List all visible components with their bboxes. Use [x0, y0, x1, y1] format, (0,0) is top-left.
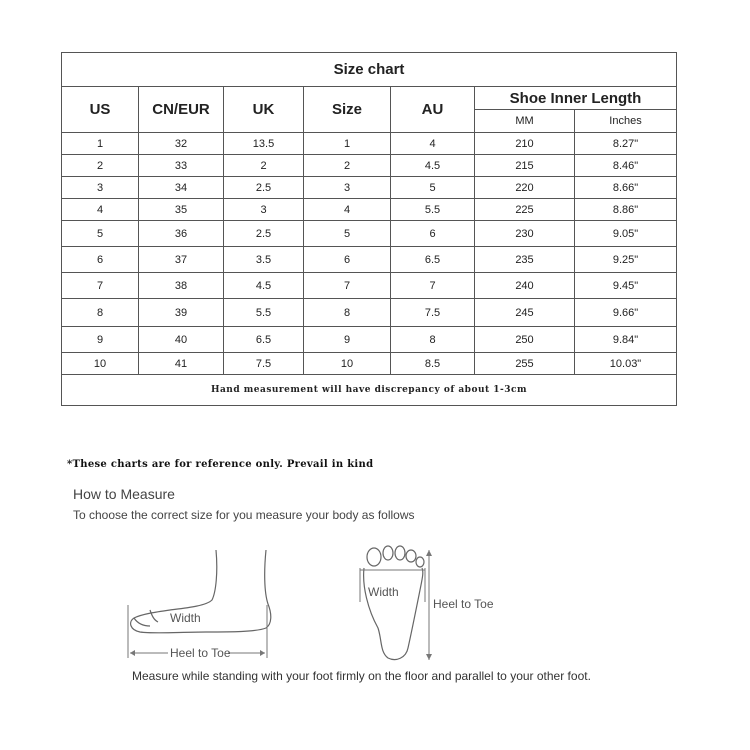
- cell-us: 9: [62, 327, 139, 353]
- table-row: [62, 353, 677, 375]
- top-width-label: Width: [368, 585, 399, 599]
- cell-us: 1: [62, 133, 139, 155]
- cell-au: 5.5: [391, 199, 475, 221]
- measurement-footnote: Hand measurement will have discrepancy of about 1-3cm: [62, 375, 677, 406]
- table-row: [62, 247, 677, 273]
- cell-uk: 2.5: [224, 177, 304, 199]
- cell-au: 6: [391, 221, 475, 247]
- cell-cn-eur: 32: [139, 133, 224, 155]
- table-row: [62, 273, 677, 299]
- cell-uk: 5.5: [224, 299, 304, 327]
- size-chart-table: [61, 52, 677, 406]
- top-foot-illustration: [364, 546, 424, 660]
- cell-us: 6: [62, 247, 139, 273]
- cell-mm: 210: [475, 133, 575, 155]
- cell-inches: 9.84": [575, 327, 677, 353]
- cell-au: 5: [391, 177, 475, 199]
- cell-inches: 8.27": [575, 133, 677, 155]
- how-to-measure-subtitle: To choose the correct size for you measure your body as follows: [73, 508, 415, 522]
- cell-mm: 240: [475, 273, 575, 299]
- cell-size: 5: [304, 221, 391, 247]
- cell-cn-eur: 41: [139, 353, 224, 375]
- table-row: [62, 155, 677, 177]
- cell-cn-eur: 35: [139, 199, 224, 221]
- cell-size: 6: [304, 247, 391, 273]
- cell-mm: 215: [475, 155, 575, 177]
- cell-inches: 9.45": [575, 273, 677, 299]
- cell-mm: 255: [475, 353, 575, 375]
- cell-inches: 8.66": [575, 177, 677, 199]
- how-to-measure-title: How to Measure: [73, 486, 175, 502]
- cell-us: 10: [62, 353, 139, 375]
- reference-note: *These charts are for reference only. Prevail in kind: [67, 459, 374, 470]
- cell-uk: 3.5: [224, 247, 304, 273]
- cell-uk: 6.5: [224, 327, 304, 353]
- cell-inches: 9.66": [575, 299, 677, 327]
- cell-cn-eur: 39: [139, 299, 224, 327]
- header-cn-eur: CN/EUR: [139, 87, 224, 133]
- cell-au: 7: [391, 273, 475, 299]
- table-row: [62, 133, 677, 155]
- cell-au: 8: [391, 327, 475, 353]
- table-row: [62, 199, 677, 221]
- cell-cn-eur: 40: [139, 327, 224, 353]
- cell-size: 3: [304, 177, 391, 199]
- size-chart-title: Size chart: [62, 53, 677, 87]
- table-row: [62, 327, 677, 353]
- cell-size: 10: [304, 353, 391, 375]
- cell-cn-eur: 38: [139, 273, 224, 299]
- header-shoe-inner-length: Shoe Inner Length: [475, 87, 677, 110]
- cell-size: 8: [304, 299, 391, 327]
- cell-uk: 7.5: [224, 353, 304, 375]
- cell-cn-eur: 34: [139, 177, 224, 199]
- cell-us: 3: [62, 177, 139, 199]
- cell-inches: 10.03": [575, 353, 677, 375]
- cell-size: 1: [304, 133, 391, 155]
- cell-au: 7.5: [391, 299, 475, 327]
- cell-us: 7: [62, 273, 139, 299]
- header-uk: UK: [224, 87, 304, 133]
- cell-size: 9: [304, 327, 391, 353]
- cell-mm: 245: [475, 299, 575, 327]
- cell-au: 4.5: [391, 155, 475, 177]
- cell-cn-eur: 33: [139, 155, 224, 177]
- cell-uk: 2: [224, 155, 304, 177]
- size-chart-body: [62, 133, 677, 375]
- cell-uk: 13.5: [224, 133, 304, 155]
- cell-mm: 235: [475, 247, 575, 273]
- cell-uk: 4.5: [224, 273, 304, 299]
- cell-mm: 250: [475, 327, 575, 353]
- cell-inches: 8.86": [575, 199, 677, 221]
- table-row: [62, 299, 677, 327]
- cell-inches: 9.25": [575, 247, 677, 273]
- header-us: US: [62, 87, 139, 133]
- cell-mm: 230: [475, 221, 575, 247]
- table-row: [62, 177, 677, 199]
- cell-size: 2: [304, 155, 391, 177]
- header-inches: Inches: [575, 110, 677, 133]
- cell-us: 8: [62, 299, 139, 327]
- table-row: [62, 221, 677, 247]
- header-size: Size: [304, 87, 391, 133]
- measure-instruction: Measure while standing with your foot firmly on the floor and parallel to your other foot.: [132, 669, 591, 683]
- cell-cn-eur: 36: [139, 221, 224, 247]
- side-heel-to-toe-label: Heel to Toe: [170, 646, 231, 660]
- cell-us: 4: [62, 199, 139, 221]
- cell-au: 4: [391, 133, 475, 155]
- cell-us: 2: [62, 155, 139, 177]
- cell-uk: 3: [224, 199, 304, 221]
- cell-size: 4: [304, 199, 391, 221]
- cell-inches: 8.46": [575, 155, 677, 177]
- cell-uk: 2.5: [224, 221, 304, 247]
- cell-mm: 220: [475, 177, 575, 199]
- header-au: AU: [391, 87, 475, 133]
- cell-inches: 9.05": [575, 221, 677, 247]
- cell-us: 5: [62, 221, 139, 247]
- cell-au: 8.5: [391, 353, 475, 375]
- cell-mm: 225: [475, 199, 575, 221]
- foot-measure-diagram: [120, 540, 520, 670]
- side-foot-illustration: [131, 550, 271, 633]
- cell-au: 6.5: [391, 247, 475, 273]
- header-mm: MM: [475, 110, 575, 133]
- cell-size: 7: [304, 273, 391, 299]
- cell-cn-eur: 37: [139, 247, 224, 273]
- top-heel-to-toe-label: Heel to Toe: [433, 597, 494, 611]
- side-width-label: Width: [170, 611, 201, 625]
